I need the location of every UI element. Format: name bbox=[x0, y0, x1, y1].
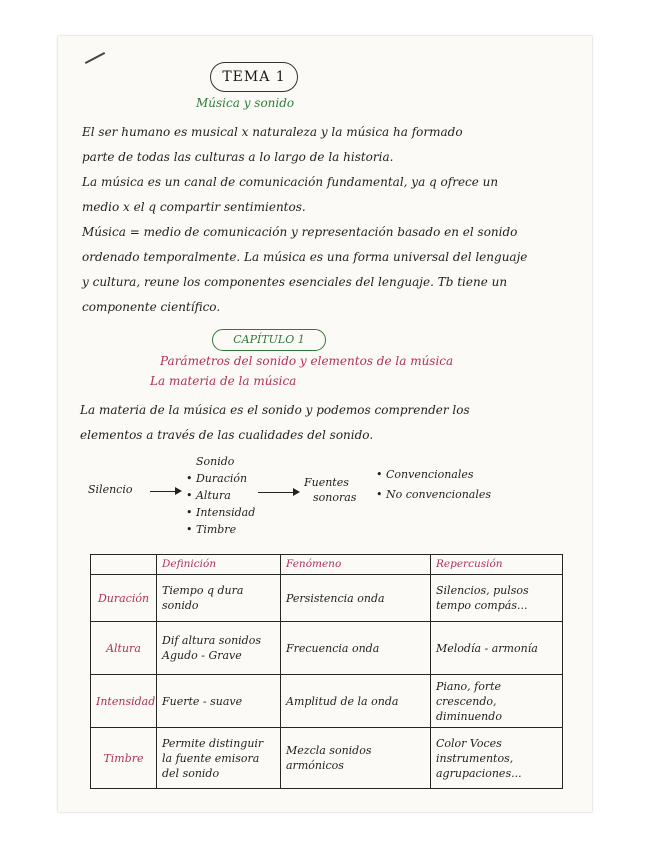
page-subtitle: Música y sonido bbox=[196, 96, 295, 110]
intro-line: componente científico. bbox=[82, 300, 221, 314]
table-row-label: Intensidad bbox=[91, 675, 157, 728]
diagram-silence-label: Silencio bbox=[88, 483, 133, 496]
chapter-line: La materia de la música es el sonido y podemos comprender los bbox=[80, 403, 470, 417]
diagram-source-type: • No convencionales bbox=[376, 488, 492, 501]
diagram-sources-label: sonoras bbox=[313, 491, 357, 504]
table-header-row bbox=[91, 555, 563, 575]
table-row-label: Duración bbox=[91, 575, 157, 622]
table-cell: Permite distinguir la fuente emisora del sonido bbox=[157, 728, 281, 789]
diagram-source-type: • Convencionales bbox=[376, 468, 474, 481]
chapter-heading-2: La materia de la música bbox=[150, 374, 297, 388]
table-cell: Melodía - armonía bbox=[431, 622, 563, 675]
diagram-quality: • Duración bbox=[186, 472, 248, 485]
intro-line: La música es un canal de comunicación fundamental, ya q ofrece un bbox=[82, 175, 499, 189]
table-row bbox=[91, 575, 563, 622]
table-row-label: Timbre bbox=[91, 728, 157, 789]
intro-paragraph bbox=[82, 120, 552, 320]
intro-line: ordenado temporalmente. La música es una forma universal del lenguaje bbox=[82, 250, 528, 264]
sound-qualities-table bbox=[90, 554, 563, 789]
chapter-heading-1: Parámetros del sonido y elementos de la música bbox=[160, 354, 454, 368]
intro-line: parte de todas las culturas a lo largo de la historia. bbox=[82, 150, 394, 164]
table-row bbox=[91, 675, 563, 728]
intro-line: medio x el q compartir sentimientos. bbox=[82, 200, 306, 214]
table-cell: Tiempo q dura sonido bbox=[157, 575, 281, 622]
page-title: TEMA 1 bbox=[210, 62, 298, 92]
arrow-right-icon bbox=[150, 491, 180, 492]
diagram-quality: • Altura bbox=[186, 489, 231, 502]
notebook-page bbox=[58, 36, 592, 812]
table-cell: Piano, forte crescendo, diminuendo bbox=[431, 675, 563, 728]
diagram-quality: • Intensidad bbox=[186, 506, 256, 519]
table-cell: Color Voces instrumentos, agrupaciones... bbox=[431, 728, 563, 789]
table-cell: Dif altura sonidos Agudo - Grave bbox=[157, 622, 281, 675]
table-cell: Mezcla sonidos armónicos bbox=[281, 728, 431, 789]
arrow-right-icon bbox=[258, 492, 298, 493]
pencil-mark bbox=[85, 52, 105, 64]
chapter-paragraph bbox=[80, 398, 550, 448]
table-row bbox=[91, 622, 563, 675]
chapter-label: CAPÍTULO 1 bbox=[212, 329, 326, 351]
table-cell: Frecuencia onda bbox=[281, 622, 431, 675]
intro-line: Música = medio de comunicación y representación basado en el sonido bbox=[82, 225, 518, 239]
table-header: Fenómeno bbox=[281, 555, 431, 575]
diagram-sources-label: Fuentes bbox=[304, 476, 349, 489]
table-row bbox=[91, 728, 563, 789]
table-cell: Amplitud de la onda bbox=[281, 675, 431, 728]
diagram-quality: • Timbre bbox=[186, 523, 237, 536]
diagram-sound-label: Sonido bbox=[196, 455, 235, 468]
chapter-line: elementos a través de las cualidades del sonido. bbox=[80, 428, 374, 442]
table-cell: Fuerte - suave bbox=[157, 675, 281, 728]
table-cell: Silencios, pulsos tempo compás... bbox=[431, 575, 563, 622]
intro-line: El ser humano es musical x naturaleza y la música ha formado bbox=[82, 125, 463, 139]
table-cell: Persistencia onda bbox=[281, 575, 431, 622]
table-row-label: Altura bbox=[91, 622, 157, 675]
intro-line: y cultura, reune los componentes esenciales del lenguaje. Tb tiene un bbox=[82, 275, 508, 289]
table-header: Repercusión bbox=[431, 555, 563, 575]
table-header: Definición bbox=[157, 555, 281, 575]
table-header bbox=[91, 555, 157, 575]
